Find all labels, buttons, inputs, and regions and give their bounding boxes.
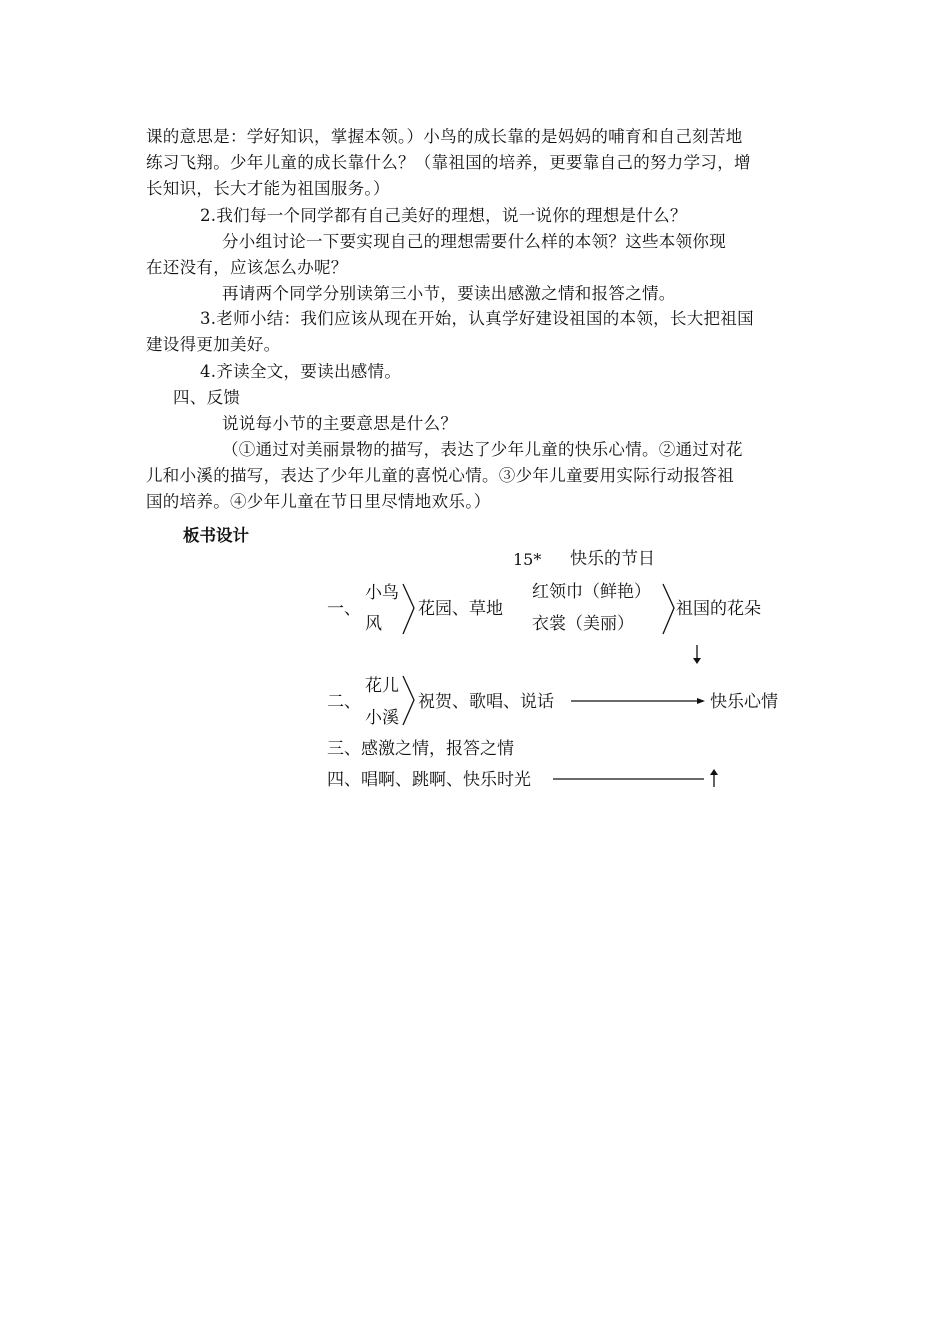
row1-item-a: 小鸟 bbox=[365, 583, 399, 603]
row1-result: 祖国的花朵 bbox=[676, 599, 761, 619]
row1-right-brace bbox=[663, 584, 674, 634]
down-arrow-head bbox=[693, 658, 701, 664]
text-line: 儿和小溪的描写，表达了少年儿童的喜悦心情。③少年儿童要用实际行动报答祖 bbox=[146, 466, 734, 485]
row1-item1: 红领巾（鲜艳） bbox=[532, 582, 651, 602]
text-line: 练习飞翔。少年儿童的成长靠什么？（靠祖国的培养，更要靠自己的努力学习，增 bbox=[146, 153, 751, 172]
lesson-number: 15* bbox=[513, 550, 542, 569]
board-design-heading: 板书设计 bbox=[183, 526, 249, 545]
text-line: 4.齐读全文，要读出感情。 bbox=[200, 362, 402, 381]
text-line: 建设得更加美好。 bbox=[146, 335, 281, 354]
text-line: 国的培养。④少年儿童在节日里尽情地欢乐。） bbox=[146, 492, 491, 511]
up-arrow-head bbox=[710, 769, 718, 775]
text-line: 再请两个同学分别读第三小节，要读出感激之情和报答之情。 bbox=[222, 284, 676, 303]
lesson-title: 快乐的节日 bbox=[570, 549, 655, 569]
row2-result: 快乐心情 bbox=[710, 692, 778, 712]
row1-label: 一、 bbox=[327, 599, 361, 619]
text-line: 2.我们每一个同学都有自己美好的理想，说一说你的理想是什么？ bbox=[200, 206, 687, 225]
row2-brace bbox=[403, 676, 414, 725]
row2-actions: 祝贺、歌唱、说话 bbox=[418, 692, 554, 712]
row1-item2: 衣裳（美丽） bbox=[532, 614, 634, 634]
text-line: 3.老师小结：我们应该从现在开始，认真学好建设祖国的本领，长大把祖国 bbox=[200, 309, 754, 328]
row4-text: 四、唱啊、跳啊、快乐时光 bbox=[327, 770, 531, 790]
row1-item-b: 风 bbox=[365, 614, 382, 634]
row2-item-a: 花儿 bbox=[365, 676, 399, 696]
row2-label: 二、 bbox=[327, 692, 361, 712]
text-line: （①通过对美丽景物的描写，表达了少年儿童的快乐心情。②通过对花 bbox=[222, 440, 743, 459]
right-arrow-head bbox=[697, 698, 705, 704]
row2-item-b: 小溪 bbox=[365, 708, 399, 728]
section-heading: 四、反馈 bbox=[173, 388, 241, 407]
text-line: 说说每小节的主要意思是什么？ bbox=[222, 414, 458, 433]
row1-place: 花园、草地 bbox=[418, 599, 503, 619]
text-line: 长知识，长大才能为祖国服务。） bbox=[146, 179, 390, 198]
row3-text: 三、感激之情，报答之情 bbox=[327, 739, 514, 759]
row1-left-brace bbox=[403, 584, 414, 634]
text-line: 课的意思是：学好知识，掌握本领。）小鸟的成长靠的是妈妈的哺育和自己刻苦地 bbox=[146, 127, 743, 146]
text-line: 在还没有，应该怎么办呢？ bbox=[146, 258, 348, 277]
text-line: 分小组讨论一下要实现自己的理想需要什么样的本领？这些本领你现 bbox=[222, 232, 726, 251]
